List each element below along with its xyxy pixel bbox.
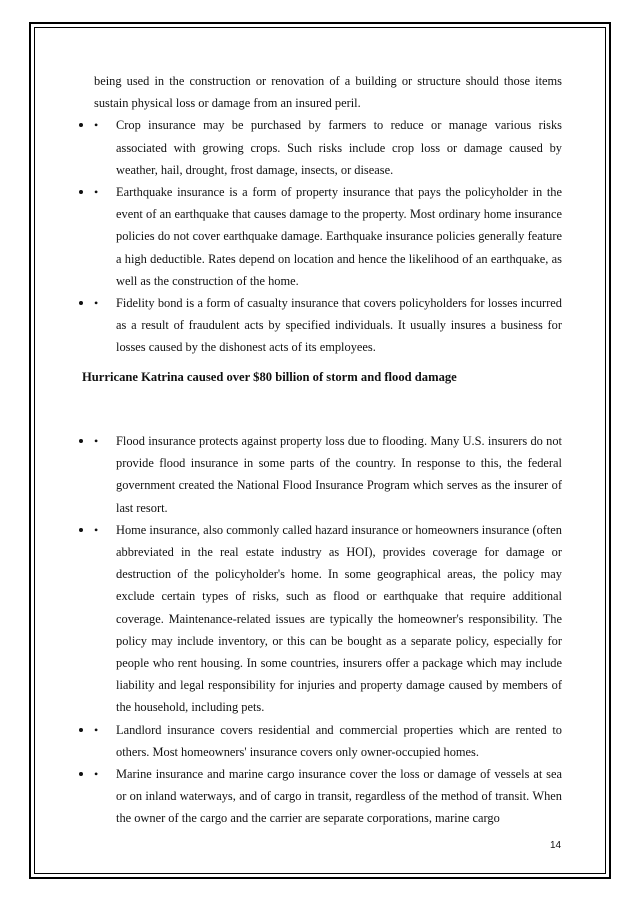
bullet-icon: • • (94, 296, 99, 311)
list-item-text: Marine insurance and marine cargo insurance cover the loss or damage of vessels at sea or on inland waterways, and of cargo in transit, regardless of the method of transit. When the owner of the cargo and the carrier are separate corporations, marine cargo (116, 767, 562, 826)
bullet-list-one (94, 114, 562, 358)
section-heading: Hurricane Katrina caused over $80 billion of storm and flood damage (82, 370, 457, 384)
list-item-text: Flood insurance protects against property loss due to flooding. Many U.S. insurers do not provide flood insurance in some parts of the country. In response to this, the federal government created the National Flood Insurance Program which serves as the insurer of last resort. (116, 434, 562, 515)
list-item (94, 430, 562, 519)
list-item-text: Earthquake insurance is a form of property insurance that pays the policyholder in the event of an earthquake that causes damage to the property. Most ordinary home insurance policies do not cover earthquake damage. Earthquake insurance policies generally feature a high deductible. Rates depend on location and hence the likelihood of an earthquake, as well as the construction of the home. (116, 185, 562, 288)
bullet-icon: • • (94, 767, 99, 782)
bullet-icon: • • (94, 722, 99, 737)
list-item-text: Crop insurance may be purchased by farmers to reduce or manage various risks associated with growing crops. Such risks include crop loss or damage caused by weather, hail, drought, frost damage, insects, or disease. (116, 118, 562, 177)
list-item (94, 763, 562, 830)
page-number: 14 (550, 840, 562, 851)
continuation-paragraph: being used in the construction or renovation of a building or structure should those items sustain physical loss or damage from an insured peril. (94, 74, 562, 111)
section-one (94, 70, 562, 359)
bullet-icon: • • (94, 118, 99, 133)
bullet-list-two (94, 430, 562, 830)
bullet-icon: • • (94, 522, 99, 537)
list-item-text: Fidelity bond is a form of casualty insurance that covers policyholders for losses incurred as a result of fraudulent acts by specified individuals. It usually insures a business for losses caused by the dishonest acts of its employees. (116, 296, 562, 355)
list-item-text: Landlord insurance covers residential and commercial properties which are rented to others. Most homeowners' insurance covers only owner-occupied homes. (116, 722, 562, 759)
section-two (94, 430, 562, 830)
bullet-icon: • • (94, 434, 99, 448)
list-item (94, 114, 562, 181)
list-item (94, 292, 562, 359)
bullet-icon: • • (94, 185, 99, 200)
list-item-text: Home insurance, also commonly called hazard insurance or homeowners insurance (often abbreviated in the real estate industry as HOI), provides coverage for damage or destruction of the policyholder's home. In some geographical areas, the policy may exclude certain types of risks, such as flood or earthquake that require additional coverage. Maintenance-related issues are typically the homeowner's responsibility. The policy may include inventory, or this can be bought as a separate policy, especially for people who rent housing. In some countries, insurers offer a package which may include liability and legal responsibility for injuries and property damage caused by members of the household, including pets. (116, 522, 562, 715)
list-item (94, 181, 562, 292)
list-item (94, 719, 562, 763)
list-item (94, 519, 562, 719)
